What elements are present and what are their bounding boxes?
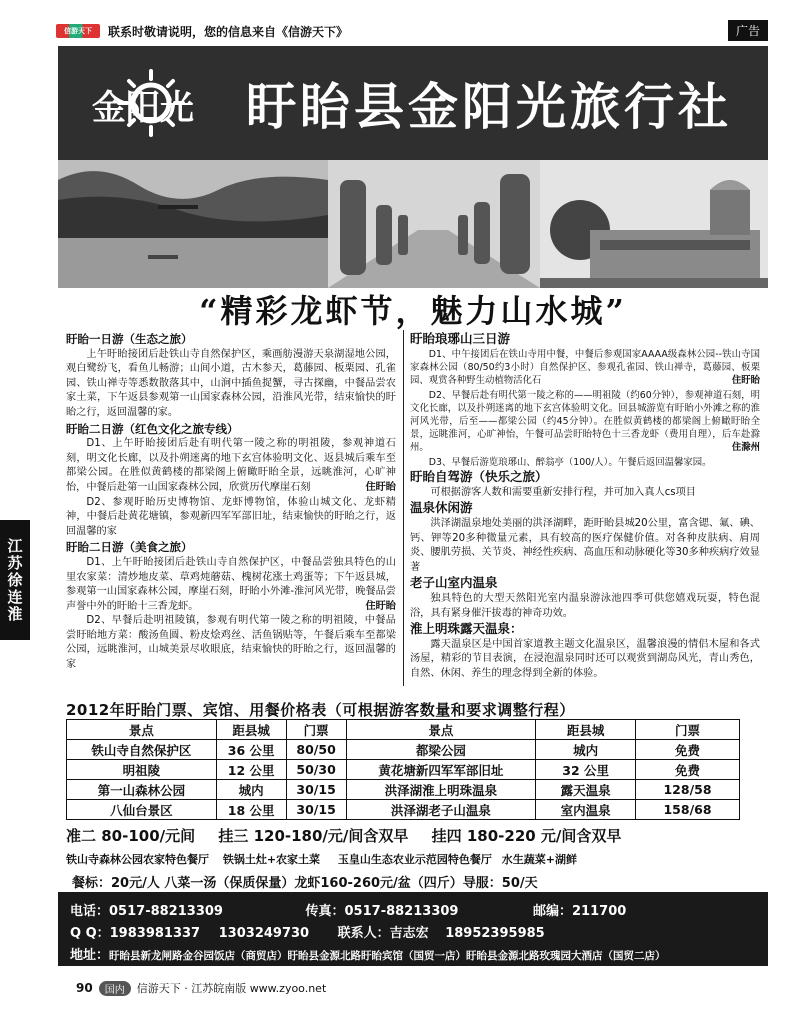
price-table-header [67, 720, 740, 740]
tour4-day2: D2、早餐后赴有明代第一陵之称的——明祖陵（约60分钟），参观神道石刻，明文化长廊，以及扑朔迷离的地下玄宫体验明文化。回县城游览有盱眙小外滩之称的淮河风光带，后至——都梁公园（约45分钟）。在胜似黄鹤楼的都梁阁上俯瞰盱眙全景，远眺淮河，心旷神怡，午餐可品尝盱眙特色十三香龙虾（费用自理），后车赴滁州。 [410, 389, 760, 454]
table-cell: 免费 [636, 740, 740, 760]
right-column [410, 331, 760, 682]
mobile-value: 18952395985 [445, 926, 545, 941]
tour5-text: 可根据游客人数和需要重新安排行程，并可加入真人cs项目 [430, 486, 696, 498]
table-cell: 18 公里 [216, 800, 286, 820]
address-label: 地址： [70, 948, 110, 963]
table-cell: 50/30 [286, 760, 346, 780]
restaurant-list [66, 851, 766, 867]
slogan-text: “精彩龙虾节，魅力山水城” [199, 292, 627, 330]
pearl-text: 露天温泉区是中国首家道教主题文化温泉区，温馨浪漫的情侣木屋和各式汤屋，精彩的节目表演，在浸泡温泉同时还可以观赏到湖岛风光，青山秀色，自然、休闲、养生的理念得到全新的体验。 [410, 638, 760, 679]
header-cell: 距县城 [216, 720, 286, 740]
tour2-day1: D1、上午盱眙接团后赴有明代第一陵之称的明祖陵，参观神道石刻，明文化长廊，以及扑朔迷离的地下玄宫体验明文化、返县城后乘车至都梁公园。在胜似黄鹤楼的都梁阁上俯瞰盱眙全景，远眺淮河，心旷神怡，中餐后赴第一山国家森林公园，欣赏历代摩崖石刻 [66, 438, 396, 493]
header-cell: 门票 [286, 720, 346, 740]
tour2-title: 盱眙二日游（红色文化之旅专线） [66, 421, 239, 436]
qq-2: 1303249730 [218, 926, 310, 941]
region-sidebar: 江苏徐连淮 [0, 520, 30, 640]
fax-value: 0517-88213309 [344, 904, 459, 919]
table-cell: 室内温泉 [536, 800, 636, 820]
restaurant-2-dish: 水生蔬菜+湖鲜 [501, 853, 577, 866]
table-cell: 城内 [216, 780, 286, 800]
tour3-day1: D1、上午盱眙接团后赴铁山寺自然保护区，中餐品尝独具特色的山里农家菜：清炒地皮菜、草鸡炖蘑菇、槐树花涨土鸡蛋等；下午返县城，参观第一山国家森林公园，摩崖石刻，盱眙小外滩-淮河风光带，晚餐品尝声誉中外的盱眙十三香龙虾。 [66, 556, 396, 612]
table-cell: 免费 [636, 760, 740, 780]
table-cell: 八仙台景区 [67, 800, 217, 820]
table-cell: 12 公里 [216, 760, 286, 780]
slogan-bar [58, 288, 768, 330]
statues-photo [328, 160, 540, 288]
header-cell: 距县城 [536, 720, 636, 740]
spa-title: 温泉休闲游 [410, 500, 473, 516]
header-cell: 景点 [67, 720, 217, 740]
table-cell: 露天温泉 [536, 780, 636, 800]
table-row [67, 760, 740, 780]
table-cell: 第一山森林公园 [67, 780, 217, 800]
table-cell: 洪泽湖老子山温泉 [346, 800, 536, 820]
table-cell: 明祖陵 [67, 760, 217, 780]
spa-text: 洪泽湖温泉地处美丽的洪泽湖畔，距盱眙县城20公里，富含锶、氟、碘、钙、钾等20多种微量元素，具有较高的医疗保健价值。对各种皮肤病、肩周炎、腰肌劳损、关节炎、神经性疾病、高血压和动脉硬化等30多种疾病疗效显著 [410, 518, 760, 573]
contact-row-3 [70, 944, 666, 963]
table-cell: 32 公里 [536, 760, 636, 780]
tour3-day1-note: 住盱眙 [365, 600, 396, 612]
laozi-text: 独具特色的大型天然阳光室内温泉游泳池四季可供您嬉戏玩耍，特色混浴，具有紧身催汗拔毒的神奇功效。 [410, 592, 760, 619]
room-price-4star: 挂四 180-220 元/间含双早 [431, 827, 622, 845]
page-footer [76, 980, 326, 996]
table-cell: 128/58 [636, 780, 740, 800]
logo-text: 金阳光 [92, 88, 194, 128]
header-cell: 门票 [636, 720, 740, 740]
section-badge: 国内 [99, 981, 131, 996]
tour4-day3: D3、早餐后游览琅琊山、醉翁亭（100/人）。午餐后返回温馨家园。 [428, 457, 712, 469]
room-price-2star: 准二 80-100/元间 [66, 827, 196, 845]
agency-banner [58, 46, 768, 160]
table-cell: 城内 [536, 740, 636, 760]
table-cell: 铁山寺自然保护区 [67, 740, 217, 760]
fax-label: 传真： [305, 904, 345, 919]
tour2-day2: D2、参观盱眙历史博物馆、龙虾博物馆，体验山城文化、龙虾精神，中餐后赴黄花塘镇，参观新四军军部旧址，结束愉快的盱眙之行，返回温馨的家 [66, 496, 396, 537]
column-divider [403, 330, 404, 686]
tour1-title: 盱眙一日游（生态之旅） [66, 332, 193, 346]
table-cell: 80/50 [286, 740, 346, 760]
contact-row-2 [70, 922, 545, 941]
table-cell: 158/68 [636, 800, 740, 820]
postcode-label: 邮编： [533, 904, 573, 919]
qq-1: 1983981337 [109, 926, 201, 941]
tour4-day1-note: 住盱眙 [731, 375, 760, 387]
restaurant-2: 玉皇山生态农业示范园特色餐厅 [337, 853, 492, 866]
table-cell: 30/15 [286, 780, 346, 800]
room-prices [66, 825, 766, 846]
tour5-title: 盱眙自驾游（快乐之旅） [410, 469, 548, 485]
pearl-title: 淮上明珠露天温泉： [410, 621, 523, 637]
price-table [66, 719, 740, 820]
table-row [67, 780, 740, 800]
address-value: 盱眙县新龙闸路金谷园饭店（商贸店）盱眙县金源北路盱眙宾馆（国贸一店）盱眙县金源北路玫瑰园大酒店（国贸二店） [109, 950, 666, 962]
tour4-day2-note: 住滁州 [731, 442, 760, 454]
phone-label: 电话： [70, 904, 110, 919]
building-photo [540, 160, 768, 288]
person-value: 吉志宏 [389, 926, 429, 941]
contact-block [58, 892, 768, 966]
postcode-value: 211700 [572, 904, 627, 919]
footer-text: 信游天下 · 江苏皖南版 www.zyoo.net [136, 982, 327, 995]
photo-strip [58, 160, 768, 288]
source-notice: 联系时敬请说明，您的信息来自《信游天下》 [108, 24, 349, 39]
header-cell: 景点 [346, 720, 536, 740]
agency-title: 盱眙县金阳光旅行社 [246, 77, 732, 136]
tour2-day1-note: 住盱眙 [365, 481, 396, 493]
restaurant-1-dish: 铁锅土灶+农家土菜 [222, 853, 321, 866]
agency-logo [66, 63, 236, 143]
phone-value: 0517-88213309 [109, 904, 223, 919]
tour3-day2: D2、早餐后赴明祖陵镇，参观有明代第一陵之称的明祖陵，中餐品尝盱眙地方菜：酸汤鱼圆、粉皮烩鸡丝、活鱼锅贴等，午餐后乘车至都梁公园，远眺淮河，山城美景尽收眼底，结束愉快的盱眙之行，返回温馨的家 [66, 615, 396, 671]
tour4-day1: D1、中午接团后在铁山寺用中餐，中餐后参观国家AAAA级森林公园--铁山寺国家森林公园（80/50约3小时）自然保护区、参观孔雀园、铁山禅寺，葛藤园、板栗园、观赏各种野生动植物活化石 [410, 348, 760, 386]
price-table-title: 2012年盱眙门票、宾馆、用餐价格表（可根据游客数量和要求调整行程） [66, 701, 575, 719]
page-number: 90 [76, 981, 93, 995]
publication-logo: 信游天下 [56, 24, 100, 38]
table-cell: 都梁公园 [346, 740, 536, 760]
table-row [67, 740, 740, 760]
tour3-title: 盱眙二日游（美食之旅） [66, 540, 193, 555]
table-cell: 30/15 [286, 800, 346, 820]
person-label: 联系人： [337, 926, 390, 941]
table-cell: 黄花塘新四军军部旧址 [346, 760, 536, 780]
tour1-text: 上午盱眙接团后赴铁山寺自然保护区，乘画舫漫游天泉湖湿地公园，观白鹭纷飞，看鱼儿畅游；山间小道，古木参天，葛藤园、板栗园、孔雀园、铁山禅寺等悉数散落其中，山涧中插鱼捉蟹，寻古探幽，中餐品尝农家土菜，下午返县参观第一山国家森林公园，沿淮风光带，结束愉快的盱眙之行，返回温馨的家。 [66, 348, 396, 418]
qq-label: Q Q： [70, 926, 110, 941]
laozi-title: 老子山室内温泉 [410, 575, 498, 591]
restaurant-1: 铁山寺森林公园农家特色餐厅 [66, 853, 209, 866]
ad-tag: 广告 [728, 20, 768, 41]
lake-photo [58, 160, 328, 288]
table-cell: 洪泽湖淮上明珠温泉 [346, 780, 536, 800]
tour4-title: 盱眙琅琊山三日游 [410, 331, 511, 346]
room-price-3star: 挂三 120-180/元/间含双早 [218, 827, 409, 845]
contact-row-1 [70, 900, 626, 919]
left-column [66, 331, 396, 673]
top-bar [56, 20, 768, 42]
table-cell: 36 公里 [216, 740, 286, 760]
meal-standard: 餐标：20元/人 八菜一汤（保质保量）龙虾160-260元/盆（四斤）导服：50/天 [72, 876, 538, 891]
table-row [67, 800, 740, 820]
